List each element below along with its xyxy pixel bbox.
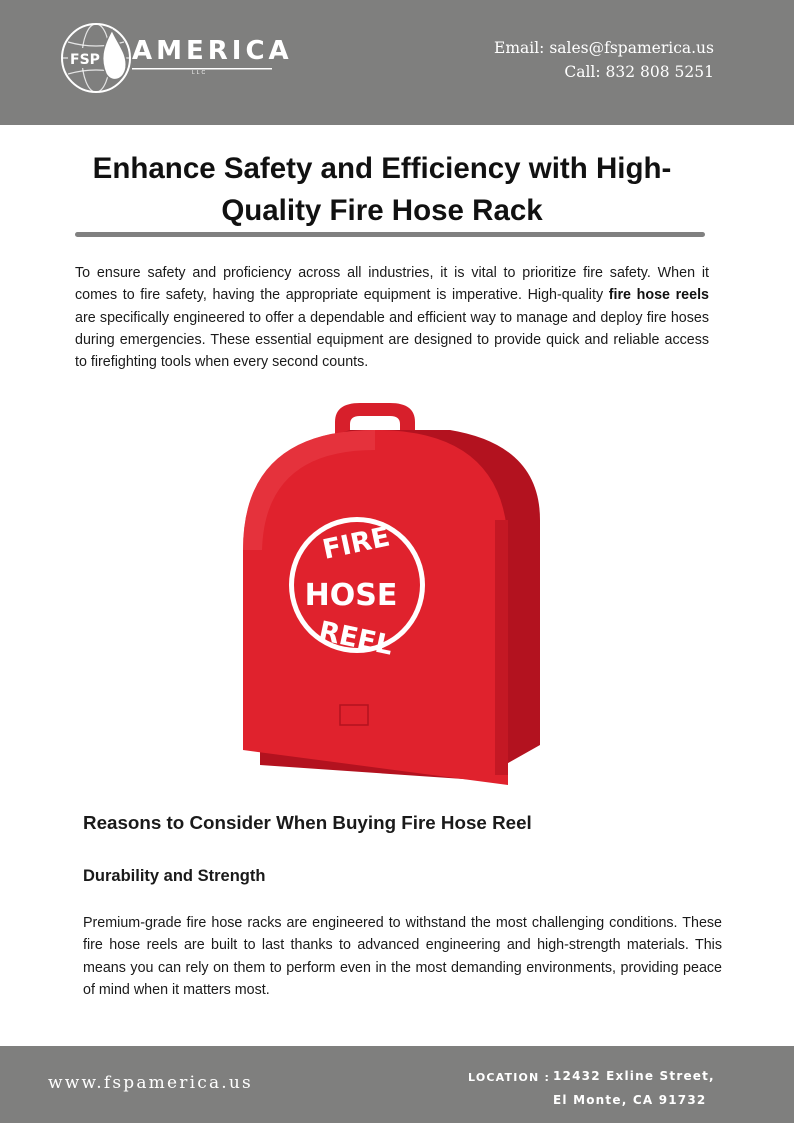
location-label: LOCATION : [468,1071,551,1084]
location-address: 12432 Exline Street, El Monte, CA 91732 [553,1069,715,1107]
brand-suffix: LLC [192,70,208,76]
section-subheading: Durability and Strength [83,867,266,885]
section-heading: Reasons to Consider When Buying Fire Hose Reel [83,812,532,833]
page-title: Enhance Safety and Efficiency with High-Quality Fire Hose Rack [92,152,672,227]
intro-paragraph [75,262,709,373]
intro-text-end: are specifically engineered to offer a dependable and efficient way to manage and deploy fire hoses during emergencies. These essential equipment are designed to provide quick and reliable access to firefighting tools when every second counts. [75,309,709,371]
phone-link[interactable]: Call: 832 808 5251 [564,63,714,81]
section-body: Premium-grade fire hose racks are engineered to withstand the most challenging conditions. These fire hose reels are built to last thanks to advanced engineering and high-strength materials. This means you can rely on them to perform even in the most demanding environments, providing peace of mind when it matters most. [83,915,722,998]
product-label-hose: HOSE [304,578,398,613]
svg-text:FSP: FSP [70,52,100,68]
contact-info [494,36,714,84]
intro-text-start: To ensure safety and proficiency across all industries, it is vital to prioritize fire safety. When it comes to fire safety, having the appropriate equipment is imperative. High-quality [75,265,709,304]
title-divider [75,232,705,237]
product-label-reel: REEL [315,615,396,662]
email-link[interactable]: Email: sales@fspamerica.us [494,39,714,57]
product-label-fire: FIRE [319,521,393,566]
footer-band [0,1046,794,1123]
product-image [240,400,546,785]
brand-name: AMERICA [132,36,293,66]
globe-icon [60,22,140,94]
website-link[interactable]: www.fspamerica.us [48,1073,253,1093]
fire-hose-reels-link[interactable]: fire hose reels [608,287,710,304]
header-band [0,0,794,125]
